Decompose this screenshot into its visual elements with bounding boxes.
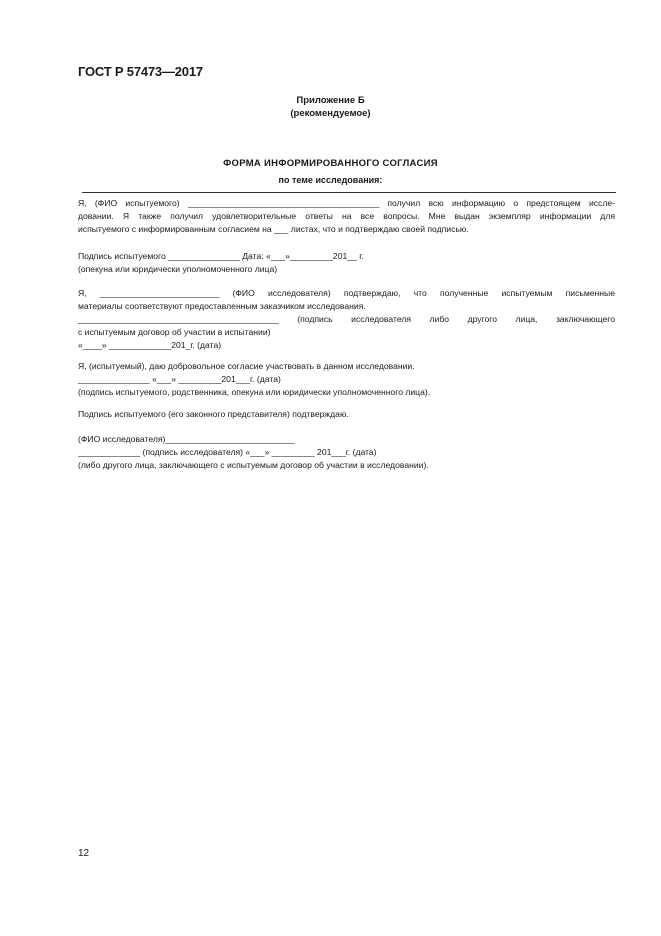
text-line: (ФИО исследователя)___________________________ xyxy=(78,434,295,444)
page-number: 12 xyxy=(78,848,90,859)
subject-signature-block xyxy=(78,250,615,276)
appendix-subtitle: (рекомендуемое) xyxy=(290,108,371,119)
standard-number: ГОСТ Р 57473—2017 xyxy=(78,64,203,79)
text-line: __________________________________________ (подпись исследователя либо другого лица, заключающего xyxy=(78,314,615,324)
text-line: (подпись испытуемого, родственника, опекуна или юридически уполномоченного лица). xyxy=(78,387,431,397)
text-line: испытуемого с информированным согласием на ___ листах, что и подтверждаю своей подписью. xyxy=(78,224,469,234)
text-line: Подпись испытуемого (его законного представителя) подтверждаю. xyxy=(78,409,349,419)
text-line: _______________ «___» _________201___г. (дата) xyxy=(78,374,281,384)
topic-blank-line xyxy=(82,192,616,193)
text-line: _____________ (подпись исследователя) «___» _________ 201___г. (дата) xyxy=(78,447,377,457)
text-line: Я, _________________________ (ФИО исследователя) подтверждаю, что полученные испытуемым письменные xyxy=(78,288,615,298)
text-line: (опекуна или юридически уполномоченного лица) xyxy=(78,264,278,274)
representative-confirmation xyxy=(78,408,615,421)
text-line: (либо другого лица, заключающего с испытуемым договор об участии в исследовании). xyxy=(78,460,429,470)
researcher-signature-block xyxy=(78,433,615,472)
form-title: ФОРМА ИНФОРМИРОВАННОГО СОГЛАСИЯ xyxy=(223,158,438,169)
form-subtitle: по теме исследования: xyxy=(278,175,383,185)
text-line: с испытуемым договор об участии в испытании) xyxy=(78,327,271,337)
appendix-title: Приложение Б xyxy=(296,95,365,106)
text-line: «____» _____________201_г. (дата) xyxy=(78,340,222,350)
text-line: Я, (ФИО испытуемого) ________________________________________ получил всю информацию о предстоящем иссле- xyxy=(78,198,615,208)
text-line: материалы соответствуют предоставленным заказчиком исследования. xyxy=(78,301,366,311)
text-line: Подпись испытуемого _______________ Дата: «___»_________201__ г. xyxy=(78,251,364,261)
text-line: Я, (испытуемый), даю добровольное согласие участвовать в данном исследовании. xyxy=(78,361,415,371)
text-line: довании. Я также получил удовлетворительные ответы на все вопросы. Мне выдан экземпляр информации для xyxy=(78,211,615,221)
voluntary-consent-block xyxy=(78,360,615,399)
consent-paragraph xyxy=(78,197,615,236)
researcher-confirmation-block xyxy=(78,287,615,352)
